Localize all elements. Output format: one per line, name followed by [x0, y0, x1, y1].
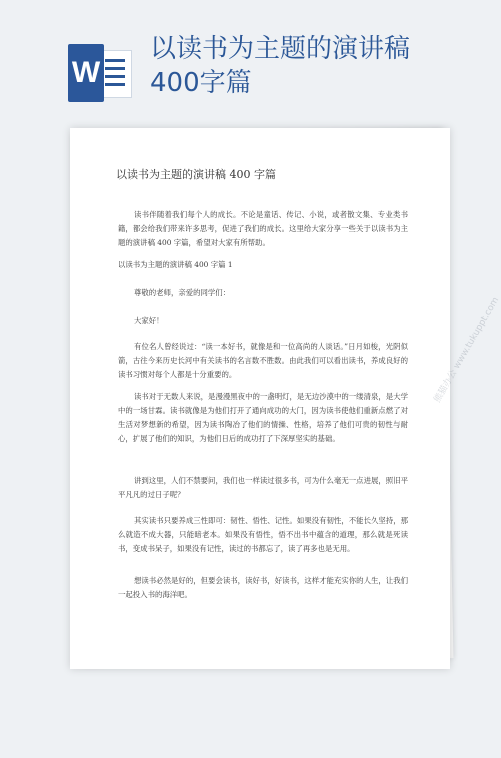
header-title-line2: 400字篇 [150, 68, 252, 98]
greeting: 大家好！ [134, 316, 164, 325]
document-page [70, 128, 501, 669]
word-icon-badge: W [68, 44, 104, 102]
watermark-text: 熊猫办公 www.tukuppt.com [432, 295, 501, 405]
word-icon [68, 44, 132, 102]
word-icon-line [105, 75, 125, 78]
header-title-line1: 以读书为主题的演讲稿 [150, 34, 411, 64]
section-heading: 以读书为主题的演讲稿 400 字篇 1 [118, 260, 233, 269]
intro-paragraph: 读书伴随着我们每个人的成长。不论是童话、传记、小说，或者散文集、专业类书籍，都会给我们带来许多思考，促进了我们的成长。这里给大家分享一些关于以读书为主题的演讲稿 400 字篇，希望对大家有所帮助。 [118, 210, 408, 247]
header-title [150, 32, 470, 100]
salutation: 尊敬的老师，亲爱的同学们： [134, 288, 231, 297]
document-title: 以读书为主题的演讲稿 400 字篇 [116, 168, 276, 181]
word-icon-line [105, 83, 125, 86]
closing-paragraph: 想读书必然是好的，但要会读书，读好书，好读书，这样才能充实你的人生，让我们一起投入书的海洋吧。 [118, 576, 408, 599]
body-paragraph: 读书对于无数人来说，是漫漫黑夜中的一盏明灯，是无边沙漠中的一缕清泉，是大学中的一场甘霖。读书就像是为他们打开了通向成功的大门，因为读书使他们重新点燃了对生活对梦想新的希望，因为读书陶冶了他们的情操、性格，培养了他们可贵的韧性与耐心，扩展了他们的知识，为他们日后的成功打了下深厚坚实的基础。 [118, 392, 408, 443]
header-banner [0, 0, 474, 120]
watermark [430, 295, 501, 758]
body-paragraph: 讲到这里，人们不禁要问，我们也一样读过很多书，可为什么毫无一点进展，照旧平平凡凡的过日子呢？ [118, 476, 408, 499]
body-paragraph: 其实读书只要养成三性即可：韧性、悟性、记性。如果没有韧性，不能长久坚持，那么就造不成大器，只能暗老本。如果没有悟性，悟不出书中蕴含的道理，那么就是死读书，变成书呆子，如果没有记性，读过的书都忘了，读了再多也是无用。 [118, 516, 408, 553]
word-icon-line [105, 67, 125, 70]
word-icon-line [105, 59, 125, 62]
body-paragraph: 有位名人曾经说过：“读一本好书，就像是和一位高尚的人谈话。”日月如梭，光阴似箭，古往今来历史长河中有关读书的名言数不胜数。由此我们可以看出读书，养成良好的读书习惯对每个人都是十分重要的。 [118, 342, 408, 379]
